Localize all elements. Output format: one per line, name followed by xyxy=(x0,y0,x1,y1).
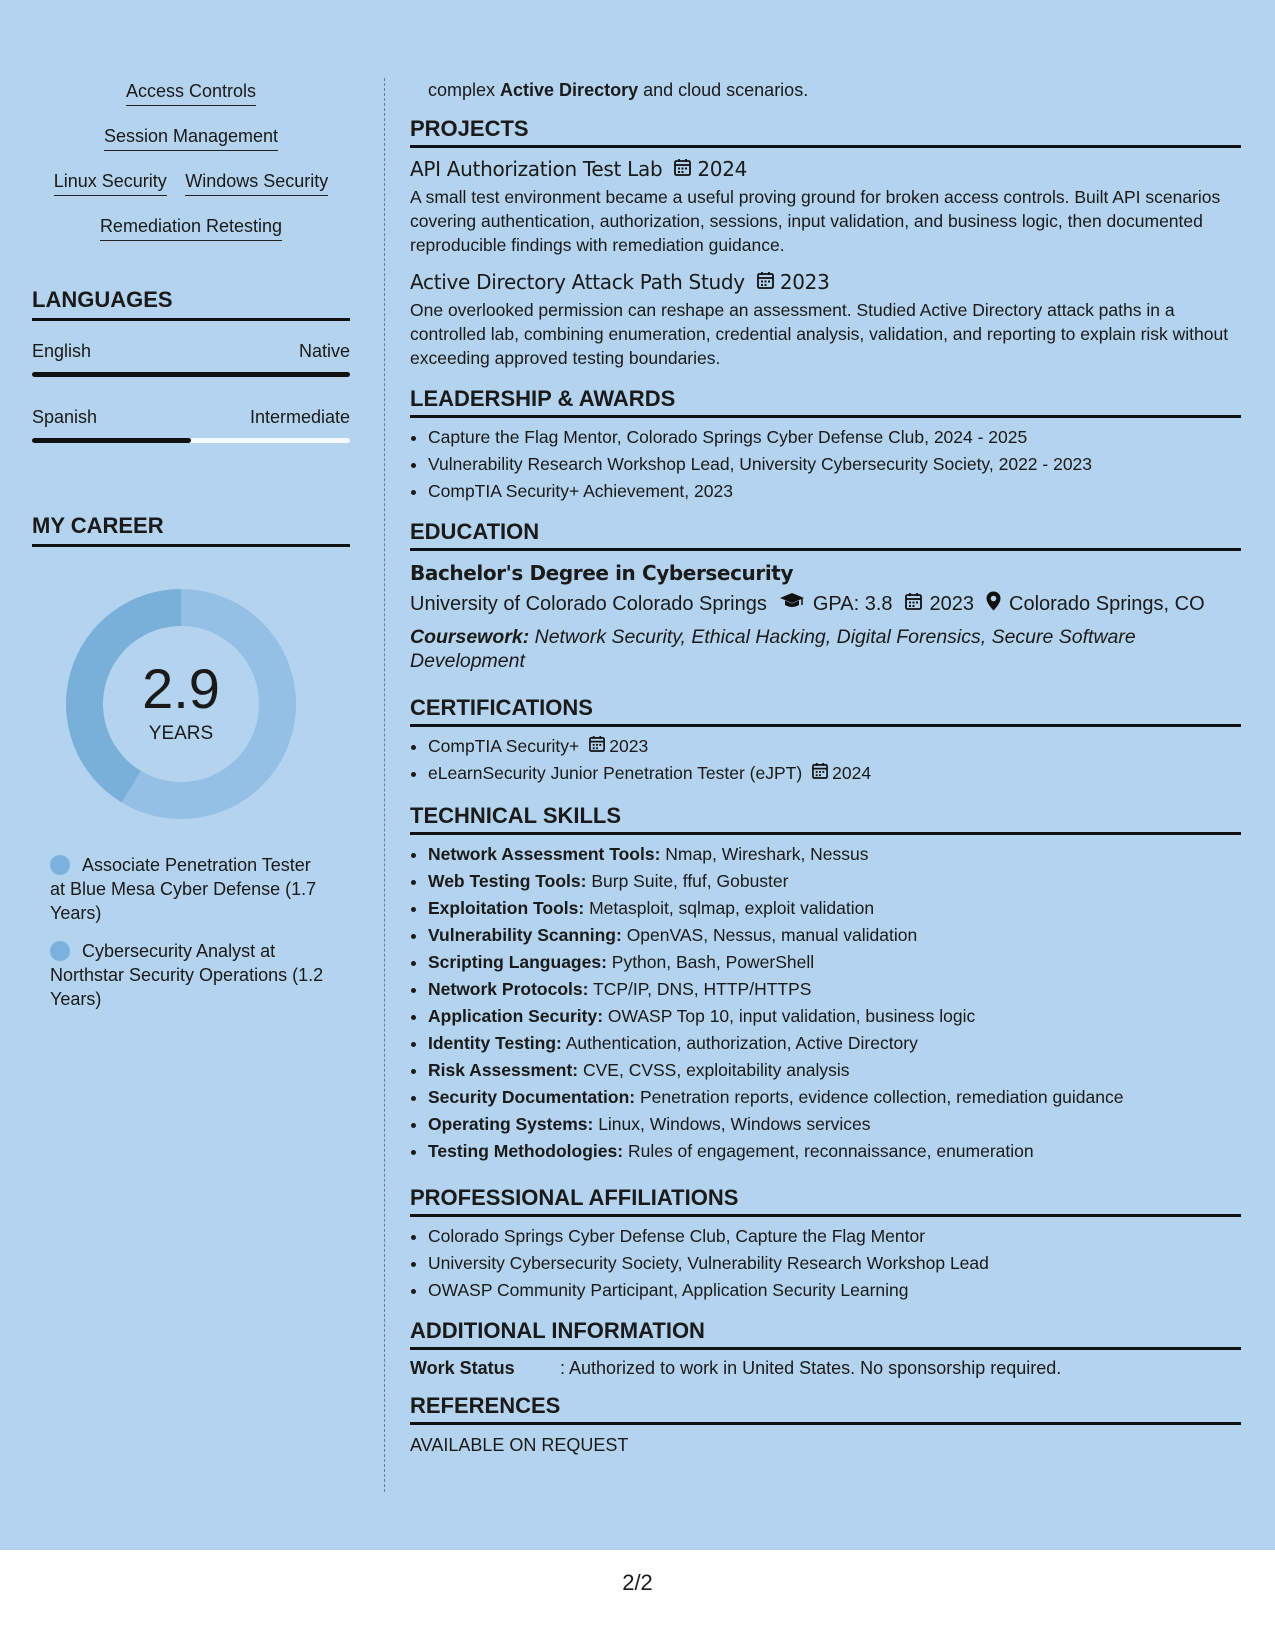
skill-value: Linux, Windows, Windows services xyxy=(593,1114,871,1134)
list-item xyxy=(428,1111,1241,1138)
language-bar-fill xyxy=(32,438,191,443)
list-item: • CompTIA Security+ Achievement, 2023 xyxy=(428,478,1241,505)
skill-tag: Access Controls xyxy=(126,80,256,106)
location-pin-icon xyxy=(986,591,1001,617)
career-unit: YEARS xyxy=(148,723,214,744)
work-status-label: Work Status xyxy=(410,1358,515,1378)
skill-value: OpenVAS, Nessus, manual validation xyxy=(621,925,918,945)
list-item: • Capture the Flag Mentor, Colorado Springs Cyber Defense Club, 2024 - 2025 xyxy=(428,424,1241,451)
project-description: A small test environment became a useful proving ground for broken access controls. Built API scenarios covering authentication, authorization, sessions, input validation, and business logic, then documented reproducible findings with remediation guidance. xyxy=(410,187,1221,255)
calendar-icon xyxy=(812,760,828,787)
career-legend-label: Cybersecurity Analyst at Northstar Security Operations (1.2 Years) xyxy=(50,941,324,1009)
language-name: English xyxy=(32,341,92,361)
project-title: API Authorization Test Lab xyxy=(410,157,663,181)
skill-label: Security Documentation: xyxy=(428,1087,636,1107)
language-item xyxy=(32,407,350,443)
skill-tag: Windows Security xyxy=(185,170,328,196)
language-level: Native xyxy=(298,341,350,361)
skill-value: Burp Suite, ffuf, Gobuster xyxy=(586,871,789,891)
project-item xyxy=(410,269,1241,370)
skills-heading: TECHNICAL SKILLS xyxy=(410,803,1241,835)
career-total: 2.9 xyxy=(142,657,220,720)
skill-tag: Session Management xyxy=(104,125,278,151)
education-degree: Bachelor's Degree in Cybersecurity xyxy=(410,561,794,585)
list-item xyxy=(428,841,1241,868)
skill-tag-row xyxy=(32,215,350,241)
education-details xyxy=(410,591,1241,617)
list-item xyxy=(428,1057,1241,1084)
skill-tags xyxy=(32,80,350,241)
skill-label: Application Security: xyxy=(428,1006,604,1026)
calendar-icon xyxy=(589,733,605,760)
skill-value: TCP/IP, DNS, HTTP/HTTPS xyxy=(588,979,812,999)
list-item: • Vulnerability Research Workshop Lead, University Cybersecurity Society, 2022 - 2023 xyxy=(428,451,1241,478)
skill-label: Identity Testing: xyxy=(428,1033,562,1053)
skill-label: Scripting Languages: xyxy=(428,952,607,972)
right-column xyxy=(410,78,1241,1456)
cert-name: CompTIA Security+ xyxy=(428,736,580,756)
cert-year: 2023 xyxy=(609,736,649,756)
project-description: One overlooked permission can reshape an assessment. Studied Active Directory attack paths in a controlled lab, combining enumeration, credential analysis, validation, and reporting to explain risk without exceeding approved testing boundaries. xyxy=(410,300,1229,368)
career-heading: MY CAREER xyxy=(32,513,350,547)
skill-label: Network Assessment Tools: xyxy=(428,844,661,864)
references-text: AVAILABLE ON REQUEST xyxy=(410,1435,629,1455)
coursework-label: Coursework: xyxy=(410,626,530,648)
leadership-list xyxy=(410,424,1241,505)
education-heading: EDUCATION xyxy=(410,519,1241,551)
project-year: 2023 xyxy=(779,270,830,294)
skill-label: Risk Assessment: xyxy=(428,1060,579,1080)
list-item xyxy=(428,868,1241,895)
skill-label: Operating Systems: xyxy=(428,1114,594,1134)
work-status-value: : Authorized to work in United States. No sponsorship required. xyxy=(560,1358,1062,1378)
certifications-heading: CERTIFICATIONS xyxy=(410,695,1241,727)
career-legend xyxy=(50,853,330,1011)
list-item xyxy=(428,949,1241,976)
additional-heading: ADDITIONAL INFORMATION xyxy=(410,1318,1241,1350)
skill-value: Metasploit, sqlmap, exploit validation xyxy=(584,898,875,918)
list-item xyxy=(428,976,1241,1003)
skill-label: Network Protocols: xyxy=(428,979,589,999)
language-name: Spanish xyxy=(32,407,98,427)
skill-value: CVE, CVSS, exploitability analysis xyxy=(578,1060,850,1080)
skill-value: Rules of engagement, reconnaissance, enumeration xyxy=(623,1141,1034,1161)
education-school: University of Colorado Colorado Springs xyxy=(410,592,767,615)
cert-year: 2024 xyxy=(832,763,872,783)
affiliations-heading: PROFESSIONAL AFFILIATIONS xyxy=(410,1185,1241,1217)
column-divider xyxy=(384,78,385,1492)
languages-heading: LANGUAGES xyxy=(32,287,350,321)
skill-tag-row xyxy=(32,170,350,196)
calendar-icon xyxy=(674,156,691,182)
skill-label: Testing Methodologies: xyxy=(428,1141,624,1161)
calendar-icon xyxy=(757,269,774,295)
language-bar-fill xyxy=(32,372,350,377)
skill-value: Penetration reports, evidence collection, remediation guidance xyxy=(635,1087,1124,1107)
intro-bold: Active Directory xyxy=(500,80,639,100)
education-location: Colorado Springs, CO xyxy=(1009,592,1205,615)
intro-text: and cloud scenarios. xyxy=(638,80,809,100)
work-status-row xyxy=(410,1358,1241,1379)
cert-name: eLearnSecurity Junior Penetration Tester (eJPT) xyxy=(428,763,803,783)
left-column xyxy=(32,80,350,1025)
projects-heading: PROJECTS xyxy=(410,116,1241,148)
education-year: 2023 xyxy=(929,592,975,615)
list-item: • University Cybersecurity Society, Vulnerability Research Workshop Lead xyxy=(428,1250,1241,1277)
certifications-list xyxy=(410,733,1241,787)
list-item xyxy=(428,922,1241,949)
skill-label: Vulnerability Scanning: xyxy=(428,925,622,945)
graduation-cap-icon xyxy=(779,592,805,616)
list-item xyxy=(428,733,1241,760)
skill-value: Python, Bash, PowerShell xyxy=(606,952,815,972)
list-item xyxy=(428,895,1241,922)
skill-tag: Linux Security xyxy=(54,170,167,196)
education-gpa: GPA: 3.8 xyxy=(812,592,893,615)
skill-label: Exploitation Tools: xyxy=(428,898,585,918)
skill-value: Authentication, authorization, Active Directory xyxy=(561,1033,918,1053)
education-coursework xyxy=(410,625,1241,673)
skill-tag-row xyxy=(32,125,350,151)
project-title: Active Directory Attack Path Study xyxy=(410,270,745,294)
list-item: • OWASP Community Participant, Application Security Learning xyxy=(428,1277,1241,1304)
skill-value: Nmap, Wireshark, Nessus xyxy=(660,844,869,864)
skill-tag: Remediation Retesting xyxy=(100,215,282,241)
skills-list xyxy=(410,841,1241,1165)
language-bar xyxy=(32,372,350,377)
career-donut xyxy=(66,589,296,819)
project-year: 2024 xyxy=(697,157,748,181)
list-item xyxy=(428,1003,1241,1030)
list-item xyxy=(428,760,1241,787)
career-legend-item xyxy=(50,939,330,1011)
references-heading: REFERENCES xyxy=(410,1393,1241,1425)
skill-value: OWASP Top 10, input validation, business logic xyxy=(603,1006,976,1026)
skill-tag-row xyxy=(32,80,350,106)
language-level: Intermediate xyxy=(249,407,350,427)
project-item xyxy=(410,156,1241,257)
leadership-heading: LEADERSHIP & AWARDS xyxy=(410,386,1241,418)
skill-label: Web Testing Tools: xyxy=(428,871,587,891)
calendar-icon xyxy=(905,592,922,616)
career-legend-label: Associate Penetration Tester at Blue Mesa Cyber Defense (1.7 Years) xyxy=(50,855,317,923)
language-bar xyxy=(32,438,350,443)
list-item xyxy=(428,1030,1241,1057)
legend-dot-icon xyxy=(50,855,70,875)
legend-dot-icon xyxy=(50,941,70,961)
language-item xyxy=(32,341,350,377)
page-number: 2/2 xyxy=(622,1570,653,1595)
coursework-list: Network Security, Ethical Hacking, Digital Forensics, Secure Software Development xyxy=(410,626,1136,672)
affiliations-list xyxy=(410,1223,1241,1304)
intro-continuation xyxy=(410,78,1241,102)
list-item xyxy=(428,1084,1241,1111)
career-legend-item xyxy=(50,853,330,925)
intro-text: complex xyxy=(428,80,501,100)
list-item xyxy=(428,1138,1241,1165)
list-item: • Colorado Springs Cyber Defense Club, Capture the Flag Mentor xyxy=(428,1223,1241,1250)
